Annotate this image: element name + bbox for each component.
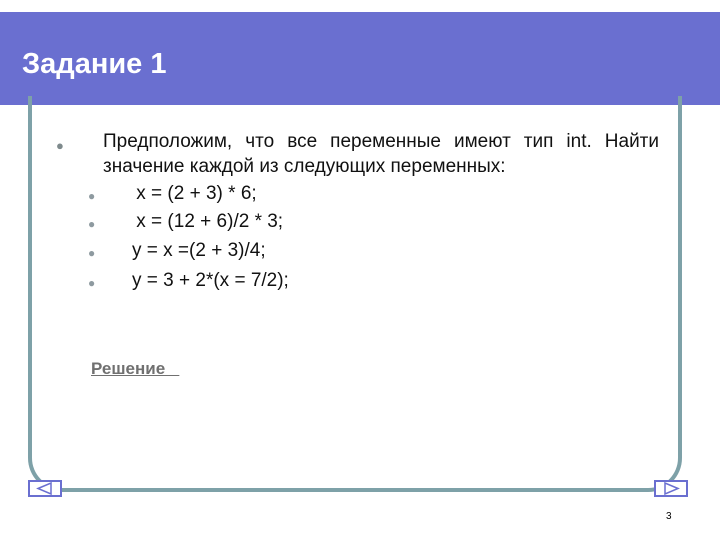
bullet-icon: ● xyxy=(88,246,96,260)
left-triangle-icon xyxy=(30,482,60,495)
bullet-icon: ● xyxy=(88,217,96,231)
list-item xyxy=(0,183,720,209)
slide-title: Задание 1 xyxy=(22,48,167,80)
expression-text: x = (2 + 3) * 6; xyxy=(131,183,257,204)
expression-text: y = 3 + 2*(x = 7/2); xyxy=(132,270,289,291)
page-number: 3 xyxy=(666,511,672,522)
list-item xyxy=(0,270,720,296)
bullet-icon: ● xyxy=(56,138,64,153)
expression-text: x = (12 + 6)/2 * 3; xyxy=(131,211,284,232)
prev-slide-button[interactable] xyxy=(28,480,62,497)
bullet-icon: ● xyxy=(88,189,96,203)
slide-header xyxy=(0,12,720,105)
solution-link[interactable]: Решение xyxy=(91,359,180,378)
next-slide-button[interactable] xyxy=(654,480,688,497)
expression-text: y = x =(2 + 3)/4; xyxy=(132,240,266,261)
list-item xyxy=(0,211,720,237)
list-item xyxy=(0,240,720,266)
bullet-icon: ● xyxy=(88,276,96,290)
task-question: Предположим, что все переменные имеют тип int. Найти значение каждой из следующих переменных: xyxy=(103,131,659,177)
right-triangle-icon xyxy=(656,482,686,495)
